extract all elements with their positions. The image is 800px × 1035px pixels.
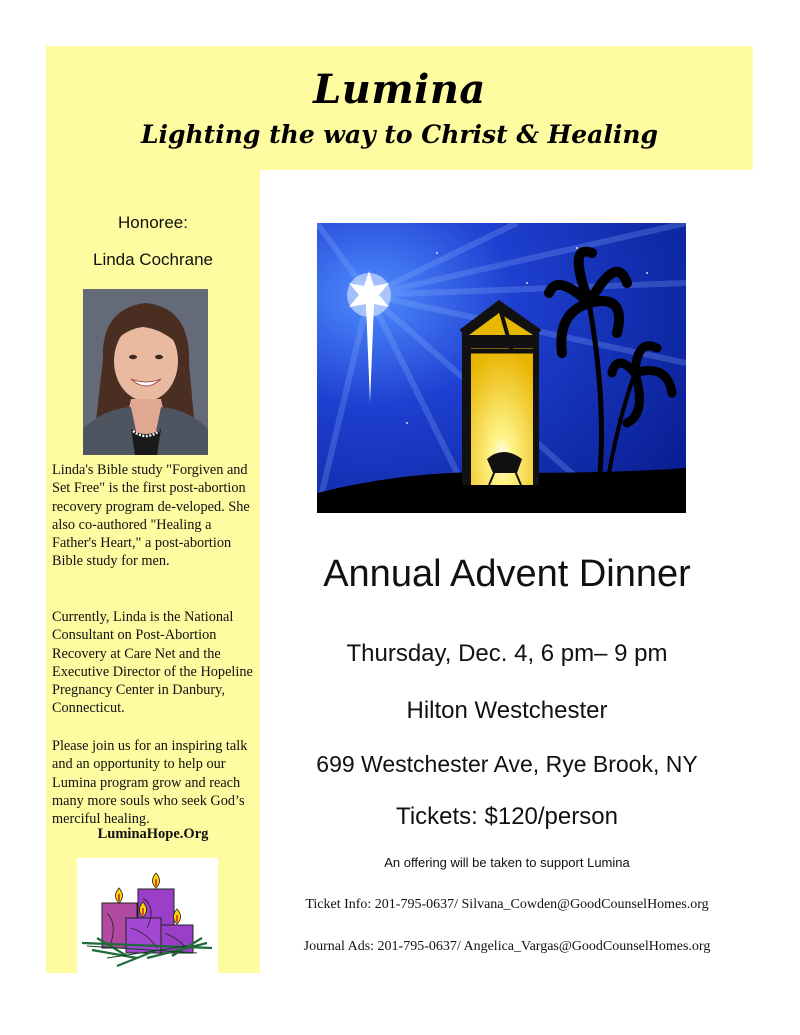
ticket-price: Tickets: $120/person: [396, 803, 618, 830]
offering-note: An offering will be taken to support Lumina: [384, 855, 630, 870]
honoree-label: Honoree:: [118, 213, 188, 232]
bio-paragraph-3: Please join us for an inspiring talk and an opportunity to help our Lumina program grow and reach many more souls who seek God’s merciful healing.: [52, 738, 248, 828]
advent-candles-icon: [77, 858, 218, 973]
nativity-scene-icon: [317, 223, 686, 513]
event-venue: Hilton Westchester: [406, 697, 608, 724]
tagline: Lighting the way to Christ & Healing: [140, 120, 659, 149]
nativity-image: [317, 223, 686, 513]
honoree-photo: [83, 289, 208, 455]
bio-paragraph-2: Currently, Linda is the National Consultant on Post-Abortion Recovery at Care Net and the Executive Director of the Hopeline Pregnancy Center in Danbury, Connecticut.: [52, 609, 253, 717]
event-date-time: Thursday, Dec. 4, 6 pm– 9 pm: [346, 640, 668, 667]
event-title: Annual Advent Dinner: [323, 553, 691, 595]
honoree-name: Linda Cochrane: [92, 250, 214, 269]
event-address: 699 Westchester Ave, Rye Brook, NY: [316, 751, 698, 777]
page-title: Lumina: [313, 66, 486, 113]
honoree-sidebar: [46, 170, 260, 973]
website-link[interactable]: LuminaHope.Org: [97, 826, 209, 842]
advent-candles-image: [77, 858, 218, 973]
journal-ads-contact[interactable]: Journal Ads: 201-795-0637/ Angelica_Vargas@GoodCounselHomes.org: [303, 939, 711, 954]
portrait-icon: [83, 289, 208, 455]
header-banner: [46, 46, 753, 170]
ticket-info-contact[interactable]: Ticket Info: 201-795-0637/ Silvana_Cowden@GoodCounselHomes.org: [305, 897, 709, 912]
bio-paragraph-1: Linda's Bible study "Forgiven and Set Free" is the first post-abortion recovery program de-veloped. She also co-authored "Healing a Father's Heart," a post-abortion Bible study for men.: [52, 462, 250, 570]
